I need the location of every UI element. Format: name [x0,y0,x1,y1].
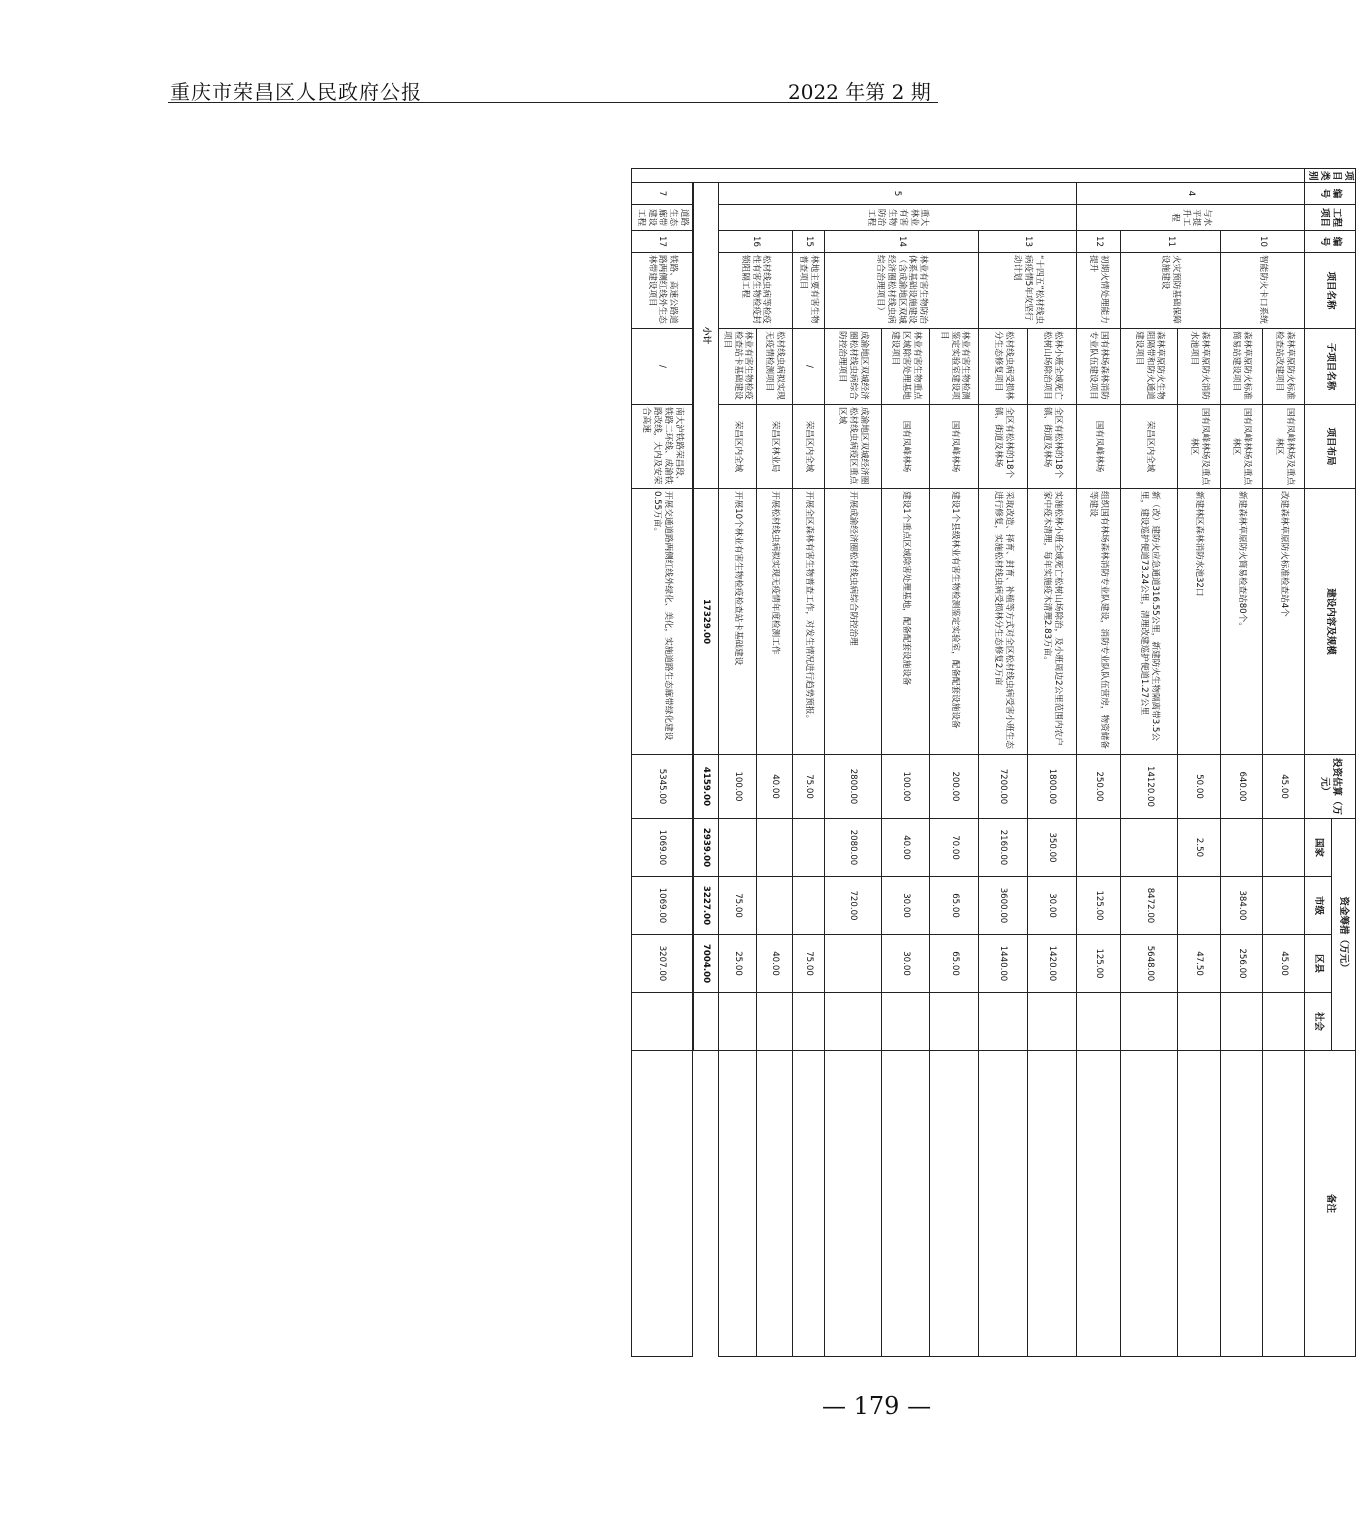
col-national: 国家 [1305,819,1331,877]
social [881,993,930,1051]
social [1220,993,1262,1051]
invest: 250.00 [1076,755,1121,819]
project-name: “十四五”松材线虫病疫情5年攻坚行动计划 [979,253,1076,329]
group-name-4: 与水平提升工程 [1076,205,1305,231]
col-group-no: 编号 [1305,183,1356,205]
district: 65.00 [930,935,979,993]
group-name-5: 重大林业有害生物防治工程 [718,205,1076,231]
layout: 国有凤峰林场 [881,405,930,489]
col-social: 社会 [1305,993,1331,1051]
district: 75.00 [792,935,824,993]
remark [1178,1051,1220,1357]
district: 45.00 [1263,935,1305,993]
project-table [632,168,1356,1357]
layout: 全区有松林的18个镇、街道及林场 [1027,405,1076,489]
social [824,993,881,1051]
subtotal-district: 3227.00 [693,877,718,935]
national [1121,819,1178,877]
layout: 国有凤峰林场 [1076,405,1121,489]
city: 8472.00 [1121,877,1178,935]
national: 350.00 [1027,819,1076,877]
item-no: 15 [792,231,824,253]
table-row [718,169,756,1357]
invest: 100.00 [718,755,756,819]
project-name: 铁路、高速公路道路两侧红线外生态林带建设项目 [632,253,693,329]
social [979,993,1028,1051]
national: 1069.00 [632,819,693,877]
table-row [792,169,824,1357]
project-name: 林业有害生物防治体系基础设施建设（含成渝地区双城经济圈松材线虫病综合治理项目） [824,253,979,329]
sub-name: 国有林场森林消防专业队伍建设项目 [1076,329,1121,405]
sub-name: 松材线虫病拟实现无疫情检测项目 [756,329,792,405]
table-row [1178,169,1220,1357]
invest: 2800.00 [824,755,881,819]
col-remark: 备注 [1305,1051,1356,1357]
invest: 14120.00 [1121,755,1178,819]
col-item-no: 编号 [1305,231,1356,253]
content: 建设1个重点区域除害处理基地，配备配套设施设备 [881,489,930,755]
social [1121,993,1178,1051]
project-name: 初期火情处理能力提升 [1076,253,1121,329]
district: 3207.00 [632,935,693,993]
city: 3600.00 [979,877,1028,935]
col-district: 区县 [1305,935,1331,993]
remark [632,1051,693,1357]
layout: 国有凤峰林场及重点林区 [1220,405,1262,489]
col-content: 建设内容及规模 [1305,489,1356,755]
sub-name: 林业有害生物重点区域除害处理基地建设项目 [881,329,930,405]
col-invest: 投资估算（万元） [1305,755,1356,819]
city: 125.00 [1076,877,1121,935]
category-cell [632,169,1305,183]
item-no: 13 [979,231,1076,253]
invest: 1800.00 [1027,755,1076,819]
city [756,877,792,935]
social [718,993,756,1051]
subtotal-remark [693,993,718,1051]
subtotal-national: 4159.00 [693,755,718,819]
layout: 南大泸铁路荣昌段、铁路二环线、成渝铁路改线，大内及安荣合高速 [632,405,693,489]
project-name: 林地主要有害生物普查项目 [792,253,824,329]
national [756,819,792,877]
remark [792,1051,824,1357]
social [1263,993,1305,1051]
content: 新（改）建防火应急通道316.55公里，新建防火生物隔离带3.5公里，建设巡护便道73.24公里，清理改建巡护便道1.27公里 [1121,489,1178,755]
district: 40.00 [756,935,792,993]
city: 30.00 [881,877,930,935]
item-no: 10 [1220,231,1305,253]
remark [824,1051,881,1357]
layout: 国有凤峰林场及重点林区 [1263,405,1305,489]
table-row [881,169,930,1357]
table-row [756,169,792,1357]
sub-name: 森林草原防火生物阻隔带和防火通道建设项目 [1121,329,1178,405]
remark [1220,1051,1262,1357]
table-row [824,169,881,1357]
invest: 100.00 [881,755,930,819]
content: 建设1个县级林业有害生物检测鉴定实验室，配备配套设施设备 [930,489,979,755]
col-city: 市级 [1305,877,1331,935]
item-no: 11 [1121,231,1221,253]
project-table-wrapper [635,168,1356,1356]
social [632,993,693,1051]
table-row [1121,169,1178,1357]
invest: 640.00 [1220,755,1262,819]
layout: 荣昌区林业局 [756,405,792,489]
content: 改建森林草原防火标准检查站4个 [1263,489,1305,755]
city: 65.00 [930,877,979,935]
project-name: 火灾预防基础保障设施建设 [1121,253,1221,329]
district: 5648.00 [1121,935,1178,993]
col-sub-name: 子项目名称 [1305,329,1356,405]
national [792,819,824,877]
national: 70.00 [930,819,979,877]
group-no-4: 4 [1076,183,1305,205]
subtotal-row [693,169,718,1357]
subtotal-invest: 17329.00 [693,489,718,755]
remark [881,1051,930,1357]
district [824,935,881,993]
city: 75.00 [718,877,756,935]
sub-name: 林业有害生物检疫检查站卡基础建设项目 [718,329,756,405]
national: 2.50 [1178,819,1220,877]
sub-name: 森林草原防火标准简易站建设项目 [1220,329,1262,405]
content: 新建森林草原防火简易检查站80个。 [1220,489,1262,755]
content: 开展松材线虫病拟实现无疫情年度检测工作 [756,489,792,755]
national [1076,819,1121,877]
remark [718,1051,756,1357]
district: 25.00 [718,935,756,993]
col-funding: 资金筹措（万元） [1331,819,1355,1051]
city: 720.00 [824,877,881,935]
item-no: 16 [718,231,792,253]
layout: 荣昌区内全域 [792,405,824,489]
sub-name: 松林小班全域死亡松树山场除治项目 [1027,329,1076,405]
social [1027,993,1076,1051]
col-project-name: 项目名称 [1305,253,1356,329]
table-row [632,169,693,1357]
invest: 50.00 [1178,755,1220,819]
invest: 75.00 [792,755,824,819]
remark [930,1051,979,1357]
content: 新建林区森林消防水池32口 [1178,489,1220,755]
social [792,993,824,1051]
city [1263,877,1305,935]
project-name: 松材线虫病等检疫性有害生物检疫封锁阻隔工程 [718,253,792,329]
table-row [1220,169,1262,1357]
content: 开展成渝经济圈松材线虫病综合防控治理 [824,489,881,755]
invest: 7200.00 [979,755,1028,819]
city: 1069.00 [632,877,693,935]
sub-name: 林业有害生物检测鉴定实验室建设项目 [930,329,979,405]
col-eng-project: 工程项目 [1305,205,1356,231]
city: 30.00 [1027,877,1076,935]
layout: 成渝地区双城经济圈松材线虫病疫区重点区域 [824,405,881,489]
national [1220,819,1262,877]
col-layout: 项目布局 [1305,405,1356,489]
table-row [1076,169,1121,1357]
layout: 荣昌区内全域 [718,405,756,489]
national: 40.00 [881,819,930,877]
social [756,993,792,1051]
table-row [1027,169,1076,1357]
sub-name: 成渝地区双城经济圈松材线虫病综合防控治理项目 [824,329,881,405]
social [930,993,979,1051]
invest: 45.00 [1263,755,1305,819]
sub-name: / [632,329,693,405]
col-category: 项目类别 [1305,169,1356,183]
remark [1263,1051,1305,1357]
subtotal-city: 2939.00 [693,819,718,877]
invest: 40.00 [756,755,792,819]
sub-name: 森林草原防火消防水池项目 [1178,329,1220,405]
content: 实施松林小班全域死亡松树山场除治，及小班周边2公里范围内农户家中疫木清理，每年实施疫木清理2.83万亩。 [1027,489,1076,755]
district: 125.00 [1076,935,1121,993]
page-number: — 179 — [822,1392,932,1420]
city [792,877,824,935]
project-name: 智能防火卡口系统 [1220,253,1305,329]
national [1263,819,1305,877]
layout: 国有凤峰林场 [930,405,979,489]
district: 256.00 [1220,935,1262,993]
subtotal-label: 小计 [693,183,718,489]
district: 30.00 [881,935,930,993]
content: 开展10个林业有害生物检疫检查站卡基础建设 [718,489,756,755]
subtotal-social: 7004.00 [693,935,718,993]
group-no-7: 7 [632,183,693,205]
content: 采取改造、择育、封育、补植等方式对全区松材线虫病受害小班生态进行修复，实施松材线虫病受损林分生态修复2万亩 [979,489,1028,755]
sub-name: 松材线虫病受损林分生态修复项目 [979,329,1028,405]
remark [1121,1051,1178,1357]
national [718,819,756,877]
item-no: 14 [824,231,979,253]
item-no: 17 [632,231,693,253]
layout: 荣昌区内全域 [1121,405,1178,489]
invest: 200.00 [930,755,979,819]
social [1076,993,1121,1051]
group-no-5: 5 [718,183,1076,205]
remark [1076,1051,1121,1357]
social [1178,993,1220,1051]
layout: 国有凤峰林场及重点林区 [1178,405,1220,489]
issue-label: 2022 年第 2 期 [788,80,931,104]
group-name-7: 道路生态廊带建设工程 [632,205,693,231]
remark [1027,1051,1076,1357]
district: 1440.00 [979,935,1028,993]
district: 47.50 [1178,935,1220,993]
invest: 5345.00 [632,755,693,819]
sub-name: / [792,329,824,405]
table-row [930,169,979,1357]
table-row [1263,169,1305,1357]
content: 组织国有林场森林消防专业队建设，消防专业队队伍营房，物资储备等建设 [1076,489,1121,755]
content: 开展交通道路两侧红线外绿化、美化，实施道路生态廊带绿化建设0.55万亩。 [632,489,693,755]
district: 1420.00 [1027,935,1076,993]
national: 2080.00 [824,819,881,877]
national: 2160.00 [979,819,1028,877]
sub-name: 森林草原防火标准检查站改建项目 [1263,329,1305,405]
layout: 全区有松林的18个镇、街道及林场 [979,405,1028,489]
remark [979,1051,1028,1357]
city [1178,877,1220,935]
content: 开展全区森林有害生物普查工作，对发生情况进行趋势预报。 [792,489,824,755]
city: 384.00 [1220,877,1262,935]
remark [756,1051,792,1357]
publication-title: 重庆市荣昌区人民政府公报 [170,80,422,104]
table-row [979,169,1028,1357]
item-no: 12 [1076,231,1121,253]
header-rule [168,102,938,103]
